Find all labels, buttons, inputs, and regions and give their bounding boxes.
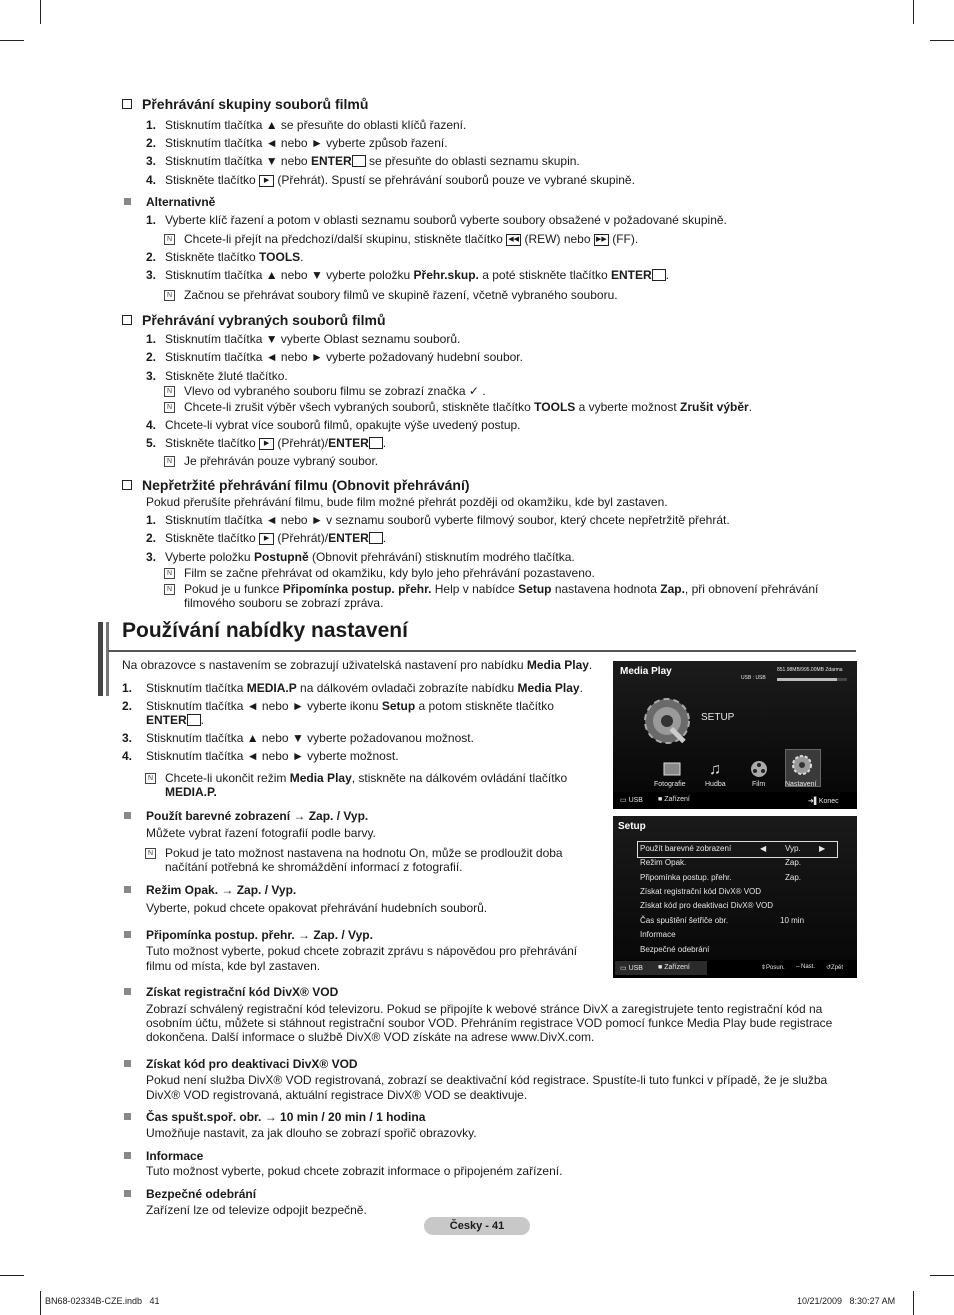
setup-row-label[interactable]: Použít barevné zobrazení [640,844,732,853]
option-text: filmu od místa, kde byl zastaven. [146,959,321,973]
file-info: BN68-02334B-CZE.indb 41 [45,1296,160,1306]
note-icon: N [164,402,175,413]
enter-key-icon [369,437,383,449]
option-text: DivX® VOD registrovaná, aktuální registrace DivX® VOD se deaktivuje. [146,1088,528,1102]
note-text: načítání potřebná ke shromáždění informací z fotografií. [165,860,463,874]
step-number: 2. [146,250,157,264]
step-text: Stiskněte žluté tlačítko. [165,369,288,383]
up-down-icon: ⇕ [761,965,767,971]
storage-info: 851.98MB/995.00MB Zdarma [777,667,843,673]
left-right-icon: ⇔ [795,964,801,970]
option-heading: Získat registrační kód DivX® VOD [146,985,339,999]
setup-row-label[interactable]: Získat registrační kód DivX® VOD [640,887,762,896]
setup-row-value[interactable]: Zap. [785,858,802,867]
film-reel-icon[interactable] [750,760,768,778]
step-text: Stisknutím tlačítka ◄ nebo ► v seznamu souborů vyberte filmový soubor, který chcete nepřetržitě přehrát. [165,513,730,527]
square-bullet-icon [124,1190,131,1197]
step-text: Stiskněte tlačítko ▶ (Přehrát). Spustí se přehrávání souborů pouze ve vybrané skupině. [165,173,635,187]
step-number: 1. [146,513,157,527]
step-text: Stisknutím tlačítka ▼ nebo ENTER se přesuňte do oblasti seznamu skupin. [165,154,580,168]
return-icon: ↺ [826,965,832,971]
note-text: Je přehráván pouze vybraný soubor. [184,454,379,468]
note-text: Film se začne přehrávat od okamžiku, kdy bylo jeho přehrávání pozastaveno. [184,566,595,580]
setup-gear-icon [639,693,695,749]
title-bar-decoration [98,622,103,696]
note-text: Vlevo od vybraného souboru filmu se zobrazí značka ✓ . [184,384,486,398]
square-bullet-icon [124,886,131,893]
note-icon: N [145,773,156,784]
enter-key-icon [352,155,366,167]
play-key-icon: ▶ [259,438,274,450]
setup-row-label[interactable]: Připomínka postup. přehr. [640,873,732,882]
device-tab[interactable]: ■ Zařízení [658,796,690,803]
step-number: 1. [122,681,133,695]
step-text: Stiskněte tlačítko TOOLS. [165,250,304,264]
setup-row-value[interactable]: Zap. [785,873,802,882]
music-icon[interactable] [709,759,725,777]
check-mark-icon: ✓ [468,384,479,398]
svg-text:♫: ♫ [709,761,721,777]
crop-mark [40,0,41,24]
option-heading: Získat kód pro deaktivaci DivX® VOD [146,1057,358,1071]
step-number: 5. [146,436,157,450]
note-text: Chcete-li ukončit režim Media Play, stiskněte na dálkovém ovládání tlačítko [165,771,568,785]
note-text: Chcete-li přejít na předchozí/další skupinu, stiskněte tlačítko ◀◀ (REW) nebo ▶▶ (FF). [184,232,639,246]
step-number: 4. [146,418,157,432]
print-date: 10/21/2009 8:30:27 AM [797,1296,896,1306]
option-text: osobním účtu, můžete si stáhnout registrační soubor VOD. Přehráním registrace VOD pomocí funkce Media Play bude registrace [146,1016,833,1030]
screen-title: Media Play [620,666,672,677]
settings-gear-icon[interactable] [791,754,813,776]
section-heading-selected: Přehrávání vybraných souborů filmů [122,312,386,329]
setup-row-label[interactable]: Získat kód pro deaktivaci DivX® VOD [640,901,774,910]
square-bullet-icon [124,1060,131,1067]
usb-tab[interactable]: ▭ USB [620,965,643,972]
step-text: Stisknutím tlačítka ▲ nebo ▼ vyberte požadovanou možnost. [146,731,474,745]
option-text: Můžete vybrat řazení fotografií podle barvy. [146,826,376,840]
crop-mark [40,1291,41,1315]
step-number: 3. [122,731,133,745]
crop-mark [913,1291,914,1315]
option-heading: Čas spušt.spoř. obr. → 10 min / 20 min / 1 hodina [146,1110,426,1124]
step-number: 3. [146,550,157,564]
step-number: 1. [146,213,157,227]
step-number: 1. [146,118,157,132]
step-text: Stisknutím tlačítka ◄ nebo ► vyberte požadovaný hudební soubor. [165,350,523,364]
setup-row-value[interactable]: Vyp. [785,844,801,853]
option-text: Umožňuje nastavit, za jak dlouho se zobrazí spořič obrazovky. [146,1126,477,1140]
note-text: Začnou se přehrávat soubory filmů ve skupině řazení, včetně vybraného souboru. [184,288,618,302]
step-text: Stisknutím tlačítka ▲ se přesuňte do oblasti klíčů řazení. [165,118,467,132]
title-underline [108,650,856,652]
step-text: Stisknutím tlačítka ▼ vyberte Oblast seznamu souborů. [165,332,461,346]
crop-mark [930,1275,954,1276]
setup-row-value[interactable]: 10 min [780,916,805,925]
play-key-icon: ▶ [259,175,274,187]
note-icon: N [164,584,175,595]
note-text: Pokud je u funkce Připomínka postup. přehr. Help v nabídce Setup nastavena hodnota Zap., při obnovení přehrávání [184,582,819,596]
note-icon: N [145,848,156,859]
crop-mark [0,1275,24,1276]
page-title: Používání nabídky nastavení [122,619,408,642]
rewind-key-icon: ◀◀ [506,234,521,246]
usb-tab[interactable]: ▭ USB [620,797,643,804]
exit-button[interactable]: ➜▌Konec [808,798,839,805]
step-number: 4. [122,749,133,763]
move-hint: ⇕Posun. [761,965,785,971]
step-number: 2. [146,136,157,150]
setup-row-label[interactable]: Informace [640,930,676,939]
step-number: 3. [146,268,157,282]
photo-icon[interactable] [663,761,681,777]
fast-forward-key-icon: ▶▶ [594,234,609,246]
icon-label: Hudba [705,781,726,788]
note-icon: N [164,386,175,397]
square-bullet-icon [124,812,131,819]
setup-row-label[interactable]: Čas spuštění šetřiče obr. [640,916,729,925]
step-text: Stiskněte tlačítko ▶ (Přehrát)/ENTER . [165,436,387,450]
note-icon: N [164,290,175,301]
option-text: Zobrazí schválený registrační kód televizoru. Pokud se připojíte k webové stránce DivX a zaregistrujete tento registrační kód na [146,1002,823,1016]
arrow-left-icon[interactable]: ◀ [760,844,767,853]
note-icon: N [164,234,175,245]
device-info: USB : USB [741,675,766,681]
step-text: Stisknutím tlačítka ◄ nebo ► vyberte možnost. [146,749,399,763]
step-text: Stisknutím tlačítka MEDIA.P na dálkovém ovladači zobrazíte nabídku Media Play. [146,681,583,695]
setup-label: SETUP [701,712,735,723]
option-text: Pokud není služba DivX® VOD registrovaná, zobrazí se deaktivační kód registrace. Spustíte-li tuto funkci v případě, že je služba [146,1073,828,1087]
back-hint[interactable]: ↺Zpět [826,965,844,971]
step-text: Stisknutím tlačítka ◄ nebo ► vyberte ikonu Setup a potom stiskněte tlačítko [146,699,554,713]
usb-icon: ▭ [620,965,627,972]
option-heading: Bezpečné odebrání [146,1187,257,1201]
square-bullet-icon [124,931,131,938]
step-text: Stisknutím tlačítka ◄ nebo ► vyberte způsob řazení. [165,136,448,150]
device-tab[interactable]: ■ Zařízení [658,964,690,971]
step-number: 2. [146,350,157,364]
option-text: Zařízení lze od televize odpojit bezpečně. [146,1203,367,1217]
paragraph: Na obrazovce s nastavením se zobrazují uživatelská nastavení pro nabídku Media Play. [122,658,593,672]
option-heading: Použít barevné zobrazení → Zap. / Vyp. [146,809,369,823]
enter-key-icon [652,269,666,281]
option-text: dokončena. Další informace o službě DivX® VOD získáte na adrese www.DivX.com. [146,1030,595,1044]
adjust-hint: ⇔Nast. [795,964,816,970]
square-icon: ■ [658,964,663,971]
icon-label: Film [752,781,766,788]
section-heading-resume: Nepřetržité přehrávání filmu (Obnovit přehrávání) [122,477,470,494]
setup-row-label[interactable]: Bezpečné odebrání [640,945,710,954]
square-bullet-icon [124,1152,131,1159]
note-icon: N [164,568,175,579]
step-text: Stiskněte tlačítko ▶ (Přehrát)/ENTER . [165,531,387,545]
step-number: 2. [122,699,133,713]
exit-icon: ➜▌ [808,798,819,805]
setup-row-label[interactable]: Režim Opak. [640,858,687,867]
play-key-icon: ▶ [259,533,274,545]
step-text: Vyberte klíč řazení a potom v oblasti seznamu souborů vyberte soubory obsažené v požadované skupině. [165,213,727,227]
sub-heading: Alternativně [146,195,216,209]
checkbox-bullet-icon [122,480,132,490]
section-heading-group: Přehrávání skupiny souborů filmů [122,96,368,113]
option-heading: Připomínka postup. přehr. → Zap. / Vyp. [146,928,373,942]
storage-bar [777,678,847,681]
media-play-screenshot [613,661,857,809]
option-heading: Režim Opak. → Zap. / Vyp. [146,883,297,897]
step-number: 2. [146,531,157,545]
square-bullet-icon [124,988,131,995]
step-number: 4. [146,173,157,187]
note-icon: N [164,456,175,467]
checkbox-bullet-icon [122,99,132,109]
usb-icon: ▭ [620,797,627,804]
option-text: Vyberte, pokud chcete opakovat přehrávání hudebních souborů. [146,901,488,915]
screen-title: Setup [618,821,646,832]
square-bullet-icon [124,1113,131,1120]
title-bar-decoration [106,622,109,696]
step-text: Chcete-li vybrat více souborů filmů, opakujte výše uvedený postup. [165,418,521,432]
step-number: 3. [146,154,157,168]
option-text: Tuto možnost vyberte, pokud chcete zobrazit zprávu s nápovědou pro přehrávání [146,944,578,958]
enter-key-icon [369,532,383,544]
crop-mark [930,40,954,41]
step-text: ENTER . [146,713,205,727]
note-text: Pokud je tato možnost nastavena na hodnotu On, může se prodloužit doba [165,846,563,860]
option-text: Tuto možnost vyberte, pokud chcete zobrazit informace o připojeném zařízení. [146,1164,563,1178]
paragraph: Pokud přerušíte přehrávání filmu, bude film možné přehrát později od okamžiku, kde byl zastaven. [146,495,668,509]
crop-mark [913,0,914,24]
step-text: Stisknutím tlačítka ▲ nebo ▼ vyberte položku Přehr.skup. a poté stiskněte tlačítko ENTER . [165,268,669,282]
checkbox-bullet-icon [122,315,132,325]
step-number: 1. [146,332,157,346]
icon-label: Nastavení [785,781,817,788]
note-text: MEDIA.P. [165,785,217,799]
square-icon: ■ [658,796,663,803]
arrow-right-icon[interactable]: ▶ [819,844,826,853]
note-text: filmového souboru se zobrazí zpráva. [184,596,384,610]
setup-screenshot [613,816,857,978]
note-text: Chcete-li zrušit výběr všech vybraných souborů, stiskněte tlačítko TOOLS a vyberte možnost Zrušit výběr. [184,400,753,414]
square-bullet-icon [124,198,131,205]
icon-label: Fotografie [654,781,686,788]
step-text: Vyberte položku Postupně (Obnovit přehrávání) stisknutím modrého tlačítka. [165,550,575,564]
crop-mark [0,40,24,41]
enter-key-icon [187,714,201,726]
step-number: 3. [146,369,157,383]
page-number-badge: Česky - 41 [424,1217,530,1235]
option-heading: Informace [146,1149,204,1163]
